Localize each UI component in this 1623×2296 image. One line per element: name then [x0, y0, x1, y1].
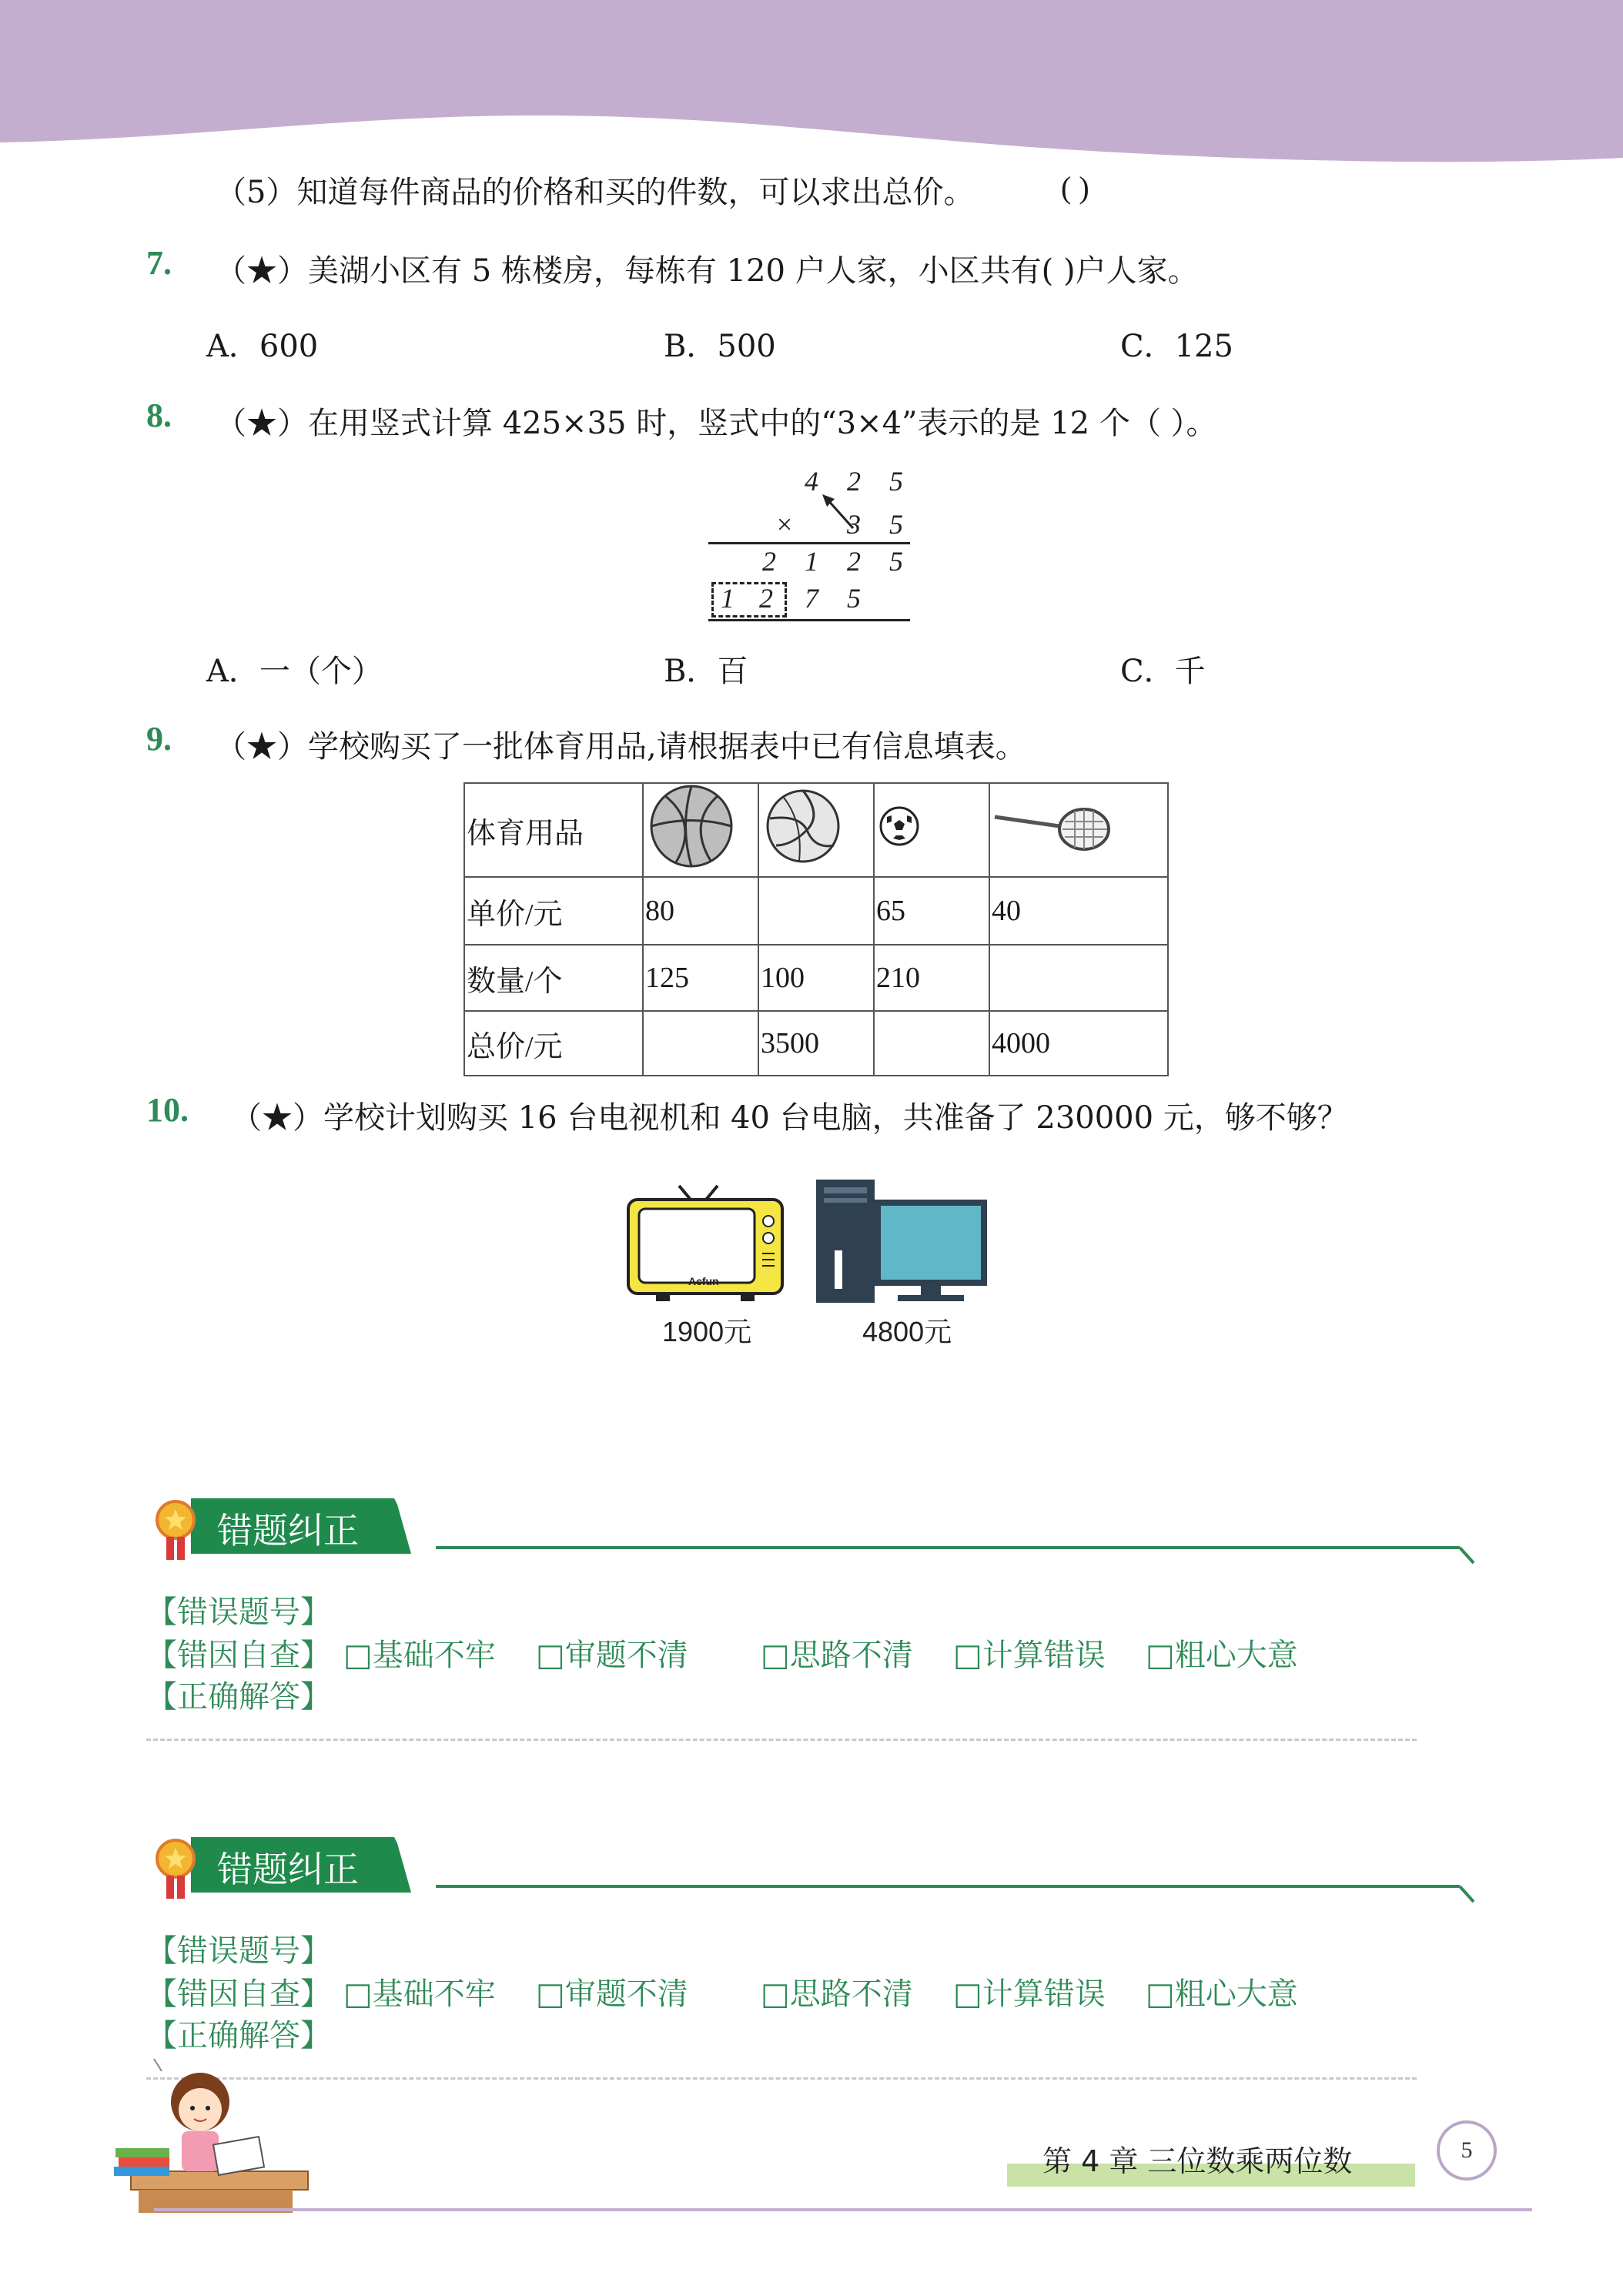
correction-title-2: 错题纠正 [217, 1849, 359, 1890]
vertical-multiplication [708, 459, 916, 628]
correct-answer-label-1: 【正确解答】 [146, 1679, 331, 1715]
calc-row1-digit: 4 [805, 466, 818, 497]
calc-row3-digit: 5 [889, 546, 903, 577]
calc-rule-1 [708, 542, 910, 544]
table-row [464, 783, 1168, 877]
football-icon [874, 783, 989, 877]
badminton-racket-icon [989, 783, 1168, 877]
tv-brand-logo: Acfun [688, 1275, 719, 1287]
cause-checkbox-calculation-2[interactable]: □计算错误 [953, 1976, 1106, 2012]
sports-goods-table [463, 782, 1169, 1076]
table-cell: 210 [874, 945, 989, 1011]
table-cell: 3500 [758, 1011, 874, 1076]
table-cell-blank[interactable] [643, 1011, 758, 1076]
table-row [464, 877, 1168, 945]
q8-text: （★）在用竖式计算 425×35 时，竖式中的“3×4”表示的是 12 个（ ）。 [216, 406, 1217, 441]
q9-text: （★）学校购买了一批体育用品,请根据表中已有信息填表。 [216, 729, 1026, 765]
cause-checkbox-foundation-1[interactable]: □基础不牢 [343, 1638, 496, 1673]
calc-row1-digit: 2 [847, 466, 861, 497]
q7-text: （★）美湖小区有 5 栋楼房，每栋有 120 户人家，小区共有( )户人家。 [216, 253, 1199, 289]
q9-number: 9. [146, 720, 172, 758]
q8-number: 8. [146, 397, 172, 434]
q7-option-b[interactable]: B．500 [664, 329, 776, 364]
table-cell: 100 [758, 945, 874, 1011]
cause-checkbox-foundation-2[interactable]: □基础不牢 [343, 1976, 496, 2012]
girl-reading-illustration [108, 2048, 323, 2217]
basketball-icon [643, 783, 758, 877]
calc-row4-digit: 1 [721, 583, 735, 614]
table-cell-blank[interactable] [758, 877, 874, 945]
correction-title-1: 错题纠正 [217, 1510, 359, 1551]
row-label: 总价/元 [464, 1011, 643, 1076]
volleyball-icon [758, 783, 874, 877]
calc-row2-digit: 5 [889, 509, 903, 540]
calc-row3-digit: 2 [762, 546, 776, 577]
error-cause-label-1: 【错因自查】 [146, 1638, 331, 1673]
cause-checkbox-calculation-1[interactable]: □计算错误 [953, 1638, 1106, 1673]
cause-checkbox-reading-1[interactable]: □审题不清 [536, 1638, 688, 1673]
header-wave [0, 0, 1623, 177]
tv-price: 1900元 [662, 1316, 752, 1347]
table-cell: 40 [989, 877, 1168, 945]
divider-1 [146, 1739, 1417, 1741]
cause-checkbox-reading-2[interactable]: □审题不清 [536, 1976, 688, 2012]
q8-option-a[interactable]: A．一（个） [206, 654, 383, 689]
page-number: 5 [1437, 2120, 1497, 2181]
tv-illustration [625, 1183, 787, 1306]
table-cell: 65 [874, 877, 989, 945]
q10-number: 10. [146, 1091, 189, 1129]
divider-2 [146, 2077, 1417, 2080]
calc-row3-digit: 1 [805, 546, 818, 577]
table-cell: 125 [643, 945, 758, 1011]
computer-price: 4800元 [862, 1316, 952, 1347]
table-cell-blank[interactable] [989, 945, 1168, 1011]
q7-option-c[interactable]: C．125 [1120, 329, 1233, 364]
q6-item5-answer-paren[interactable]: ( ) [1061, 170, 1089, 205]
footer-chapter-title: 第 4 章 三位数乘两位数 [1042, 2144, 1353, 2178]
computer-illustration [813, 1176, 990, 1307]
table-cell: 4000 [989, 1011, 1168, 1076]
wrong-question-number-label-1: 【错误题号】 [146, 1595, 331, 1630]
row-label: 单价/元 [464, 877, 643, 945]
table-header-label: 体育用品 [464, 783, 643, 877]
error-cause-label-2: 【错因自查】 [146, 1976, 331, 2012]
q8-option-c[interactable]: C．千 [1120, 654, 1206, 689]
cause-checkbox-thinking-1[interactable]: □思路不清 [761, 1638, 913, 1673]
cause-checkbox-careless-1[interactable]: □粗心大意 [1146, 1638, 1298, 1673]
calc-rule-2 [708, 619, 910, 621]
cause-checkbox-thinking-2[interactable]: □思路不清 [761, 1976, 913, 2012]
pointer-arrow-icon [816, 490, 862, 536]
table-row [464, 945, 1168, 1011]
calc-row3-digit: 2 [847, 546, 861, 577]
q7-number: 7. [146, 244, 172, 282]
table-cell: 80 [643, 877, 758, 945]
row-label: 数量/个 [464, 945, 643, 1011]
wrong-question-number-label-2: 【错误题号】 [146, 1933, 331, 1969]
footer-divider [154, 2208, 1532, 2211]
table-row [464, 1011, 1168, 1076]
q6-item5-text: （5）知道每件商品的价格和买的件数，可以求出总价。 [216, 175, 975, 210]
q8-option-b[interactable]: B．百 [664, 654, 748, 689]
calc-row4-digit: 7 [805, 583, 818, 614]
multiply-sign: × [776, 509, 793, 540]
calc-row4-digit: 2 [759, 583, 773, 614]
calc-row1-digit: 5 [889, 466, 903, 497]
cause-checkbox-careless-2[interactable]: □粗心大意 [1146, 1976, 1298, 2012]
correct-answer-label-2: 【正确解答】 [146, 2018, 331, 2053]
calc-row4-digit: 5 [847, 583, 861, 614]
table-cell-blank[interactable] [874, 1011, 989, 1076]
q10-text: （★）学校计划购买 16 台电视机和 40 台电脑，共准备了 230000 元，够不够？ [231, 1100, 1348, 1136]
q7-option-a[interactable]: A．600 [206, 329, 319, 364]
calc-row2-digit: 3 [847, 509, 861, 540]
